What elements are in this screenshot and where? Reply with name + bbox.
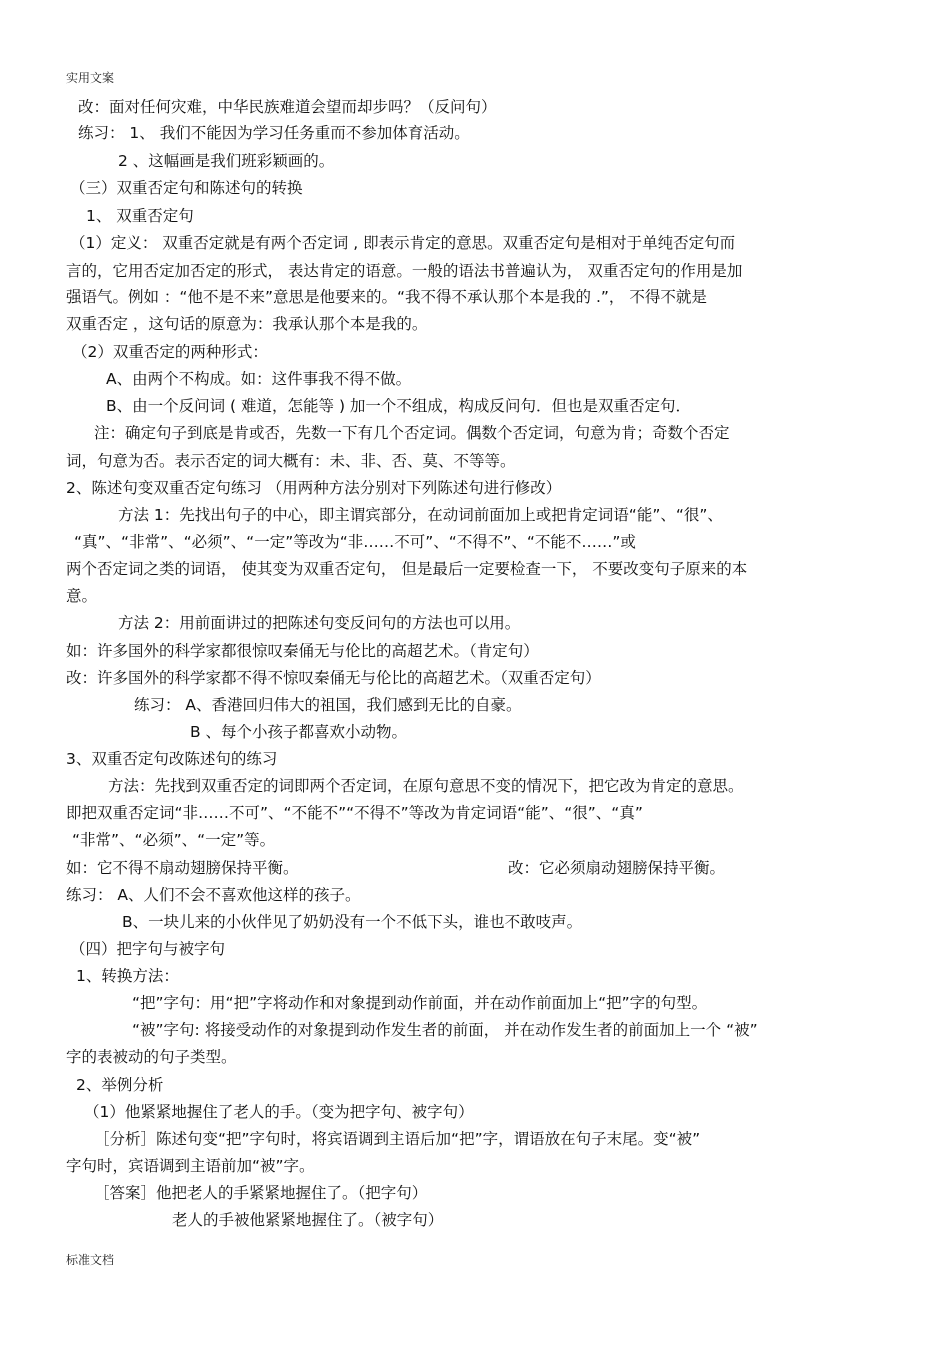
text-line: （1）定义： 双重否定就是有两个否定词 , 即表示肯定的意思。双重否定句是相对于单纯否定句而 bbox=[70, 234, 736, 252]
text-line: 老人的手被他紧紧地握住了。（被字句） bbox=[172, 1211, 444, 1229]
text-line: B 、每个小孩子都喜欢小动物。 bbox=[190, 723, 408, 741]
text-line: 如：它不得不扇动翅膀保持平衡。 bbox=[66, 859, 299, 877]
text-line: 字句时，宾语调到主语前加“被”字。 bbox=[66, 1157, 315, 1175]
text-line: 方法 2：用前面讲过的把陈述句变反问句的方法也可以用。 bbox=[118, 614, 521, 632]
text-line: B、由一个反问词 ( 难道，怎能等 ) 加一个不组成，构成反问句．但也是双重否定句． bbox=[106, 397, 691, 415]
text-line: 练习： A、香港回归伟大的祖国，我们感到无比的自豪。 bbox=[134, 696, 522, 714]
section-heading: （四）把字句与被字句 bbox=[70, 940, 226, 958]
text-line: 双重否定 ，这句话的原意为：我承认那个本是我的。 bbox=[66, 315, 428, 333]
text-line: 意。 bbox=[66, 587, 98, 605]
text-line: “把”字句：用“把”字将动作和对象提到动作前面，并在动作前面加上“把”字的句型。 bbox=[132, 994, 708, 1012]
text-line: 如：许多国外的科学家都很惊叹秦俑无与伦比的高超艺术。（肯定句） bbox=[66, 642, 539, 660]
text-line: ［分析］陈述句变“把”字句时，将宾语调到主语后加“把”字，谓语放在句子末尾。变“被” bbox=[94, 1130, 701, 1148]
text-line: 强语气。例如 ：“他不是不来”意思是他要来的。“我不得不承认那个本是我的 .”， 不得不就是 bbox=[66, 288, 707, 306]
text-line: 2 、这幅画是我们班彩颖画的。 bbox=[118, 152, 335, 170]
section-heading: （三）双重否定句和陈述句的转换 bbox=[70, 179, 303, 197]
text-line: （1）他紧紧地握住了老人的手。（变为把字句、被字句） bbox=[84, 1103, 474, 1121]
text-line: 2、举例分析 bbox=[76, 1076, 164, 1094]
text-line: 练习： A、人们不会不喜欢他这样的孩子。 bbox=[66, 886, 361, 904]
text-line: 字的表被动的句子类型。 bbox=[66, 1048, 237, 1066]
text-line: 词，句意为否。表示否定的词大概有：未、非、否、莫、不等等。 bbox=[66, 452, 516, 470]
text-line: A、由两个不构成。如：这件事我不得不做。 bbox=[106, 370, 412, 388]
text-line: 1、转换方法： bbox=[76, 967, 179, 985]
text-line: B、一块儿来的小伙伴见了奶奶没有一个不低下头，谁也不敢吱声。 bbox=[122, 913, 583, 931]
text-line: 方法：先找到双重否定的词即两个否定词，在原句意思不变的情况下，把它改为肯定的意思。 bbox=[108, 777, 744, 795]
text-line: ［答案］他把老人的手紧紧地握住了。（把字句） bbox=[94, 1184, 428, 1202]
text-line: 改：它必须扇动翅膀保持平衡。 bbox=[508, 859, 726, 877]
text-line: “被”字句: 将接受动作的对象提到动作发生者的前面， 并在动作发生者的前面加上一个 “被” bbox=[132, 1021, 758, 1039]
text-line: 改：许多国外的科学家都不得不惊叹秦俑无与伦比的高超艺术。（双重否定句） bbox=[66, 669, 601, 687]
text-line: “真”、“非常”、“必须”、“一定”等改为“非……不可”、“不得不”、“不能不……”或 bbox=[74, 533, 636, 551]
text-line: 练习： 1、 我们不能因为学习任务重而不参加体育活动。 bbox=[78, 124, 470, 142]
page-footer: 标准文档 bbox=[66, 1253, 115, 1267]
text-line: “非常”、“必须”、“一定”等。 bbox=[72, 831, 276, 849]
page-header: 实用文案 bbox=[66, 71, 115, 85]
text-line: 注：确定句子到底是肯或否，先数一下有几个否定词。偶数个否定词，句意为肯；奇数个否定 bbox=[94, 424, 730, 442]
text-line: 1、 双重否定句 bbox=[86, 207, 194, 225]
text-line: 两个否定词之类的词语， 使其变为双重否定句， 但是最后一定要检查一下， 不要改变句子原来的本 bbox=[66, 560, 748, 578]
section-heading: 3、双重否定句改陈述句的练习 bbox=[66, 750, 278, 768]
text-line: （2）双重否定的两种形式： bbox=[72, 343, 268, 361]
text-line: 方法 1：先找出句子的中心，即主谓宾部分，在动词前面加上或把肯定词语“能”、“很”、 bbox=[118, 506, 723, 524]
text-line: 改：面对任何灾难，中华民族难道会望而却步吗？（反问句） bbox=[78, 98, 497, 116]
text-line: 言的，它用否定加否定的形式， 表达肯定的语意。一般的语法书普遍认为， 双重否定句的作用是加 bbox=[66, 262, 743, 280]
text-line: 即把双重否定词“非……不可”、“不能不”“不得不”等改为肯定词语“能”、“很”、“真” bbox=[66, 804, 643, 822]
section-heading: 2、陈述句变双重否定句练习 （用两种方法分别对下列陈述句进行修改） bbox=[66, 479, 562, 497]
